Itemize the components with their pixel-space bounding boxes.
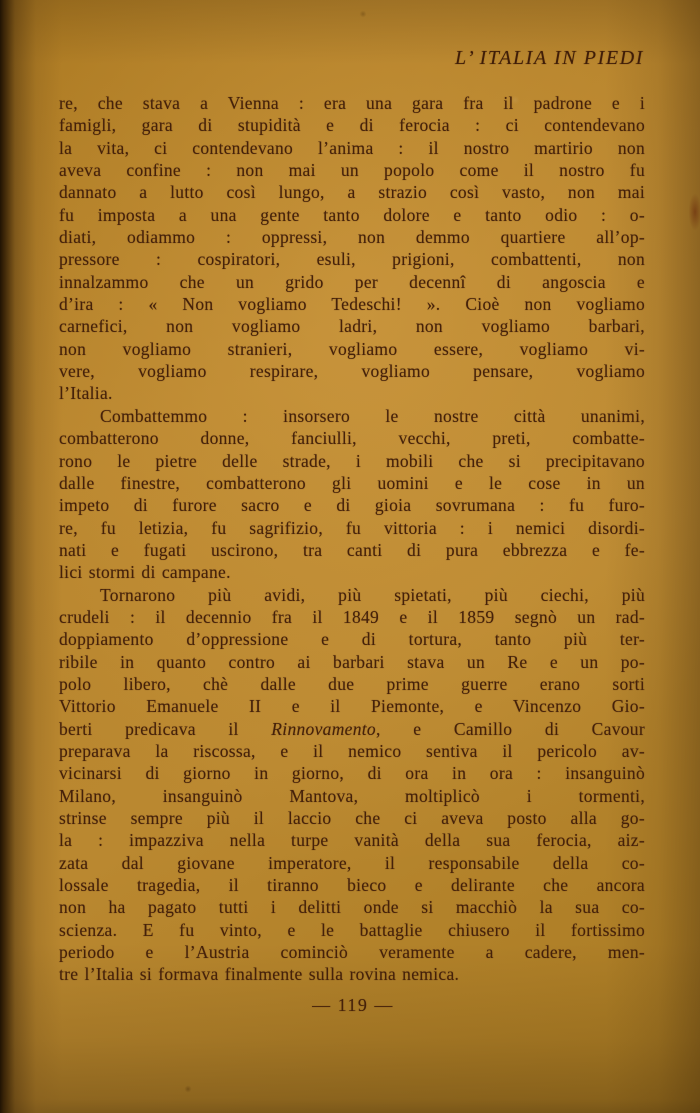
text-line: la vita, ci contendevano l’anima : il nostro martirio non (59, 137, 645, 158)
text-line: carnefici, non vogliamo ladri, non vogliamo barbari, (59, 316, 645, 337)
text-line: berti predicava il Rinnovamento, e Camillo di Cavour (59, 718, 645, 739)
text-line: preparava la riscossa, e il nemico sentiva il pericolo av- (59, 740, 645, 761)
text-line: pressore : cospiratori, esuli, prigioni, combattenti, non (59, 249, 645, 270)
text-line: dannato a lutto così lungo, a strazio così vasto, non mai (59, 182, 645, 203)
text-line: vere, vogliamo respirare, vogliamo pensare, vogliamo (59, 361, 645, 382)
text-line: non vogliamo stranieri, vogliamo essere, vogliamo vi- (59, 338, 645, 359)
text-line: ribile in quanto contro ai barbari stava un Re e un po- (59, 651, 645, 672)
text-block (59, 92, 645, 986)
text-line: aveva confine : non mai un popolo come il nostro fu (59, 160, 645, 181)
text-line: non ha pagato tutti i delitti onde si macchiò la sua co- (59, 897, 645, 918)
text-line: re, che stava a Vienna : era una gara fra il padrone e i (59, 93, 645, 113)
text-line: polo libero, chè dalle due prime guerre erano sorti (59, 673, 645, 694)
text-line: scienza. E fu vinto, e le battaglie chiusero il fortissimo (59, 919, 645, 940)
text-line: Tornarono più avidi, più spietati, più ciechi, più (100, 584, 645, 605)
text-line: vicinarsi di giorno in giorno, di ora in ora : insanguinò (59, 763, 645, 784)
text-line: combatterono donne, fanciulli, vecchi, preti, combatte- (59, 428, 645, 449)
text-line: strinse sempre più il laccio che ci aveva posto alla go- (59, 808, 645, 828)
text-line: lossale tragedia, il tiranno bieco e delirante che ancora (59, 875, 645, 896)
text-line: tre l’Italia si formava finalmente sulla rovina nemica. (59, 964, 460, 985)
text-line: rono le pietre delle strade, i mobili che si precipitavano (59, 450, 645, 471)
text-line: nati e fugati uscirono, tra canti di pura ebbrezza e fe- (59, 539, 645, 560)
text-line: d’ira : « Non vogliamo Tedeschi! ». Cioè non vogliamo (59, 294, 645, 315)
text-line: lici stormi di campane. (59, 562, 231, 583)
text-line: Vittorio Emanuele II e il Piemonte, e Vincenzo Gio- (59, 696, 645, 717)
text-line: doppiamento d’oppressione e di tortura, tanto più ter- (59, 629, 645, 650)
text-line: periodo e l’Austria cominciò veramente a cadere, men- (59, 942, 645, 963)
page-number: — 119 — (312, 995, 394, 1015)
text-line: l’Italia. (59, 383, 113, 404)
text-line: Milano, insanguinò Mantova, moltiplicò i tormenti, (59, 785, 645, 806)
running-header-title: L’ ITALIA IN PIEDI (455, 47, 644, 69)
text-line: Combattemmo : insorsero le nostre città unanimi, (100, 405, 645, 426)
text-line: crudeli : il decennio fra il 1849 e il 1859 segnò un rad- (59, 606, 645, 627)
text-line: dalle finestre, combatterono gli uomini e le cose in un (59, 472, 645, 493)
text-line: re, fu letizia, fu sagrifizio, fu vittoria : i nemici disordi- (59, 517, 645, 538)
text-line: la : impazziva nella turpe vanità della sua ferocia, aiz- (59, 830, 645, 851)
text-line: fu imposta a una gente tanto dolore e tanto odio : o- (59, 204, 645, 225)
text-line: diati, odiammo : oppressi, non demmo quartiere all’op- (59, 227, 645, 248)
text-line: zata dal giovane imperatore, il responsabile della co- (59, 852, 645, 873)
text-line: innalzammo che un grido per decennî di angoscia e (59, 271, 645, 292)
text-line: impeto di furore sacro e di gioia sovrumana : fu furo- (59, 495, 645, 516)
text-line: famigli, gara di stupidità e di ferocia : ci contendevano (59, 115, 645, 136)
